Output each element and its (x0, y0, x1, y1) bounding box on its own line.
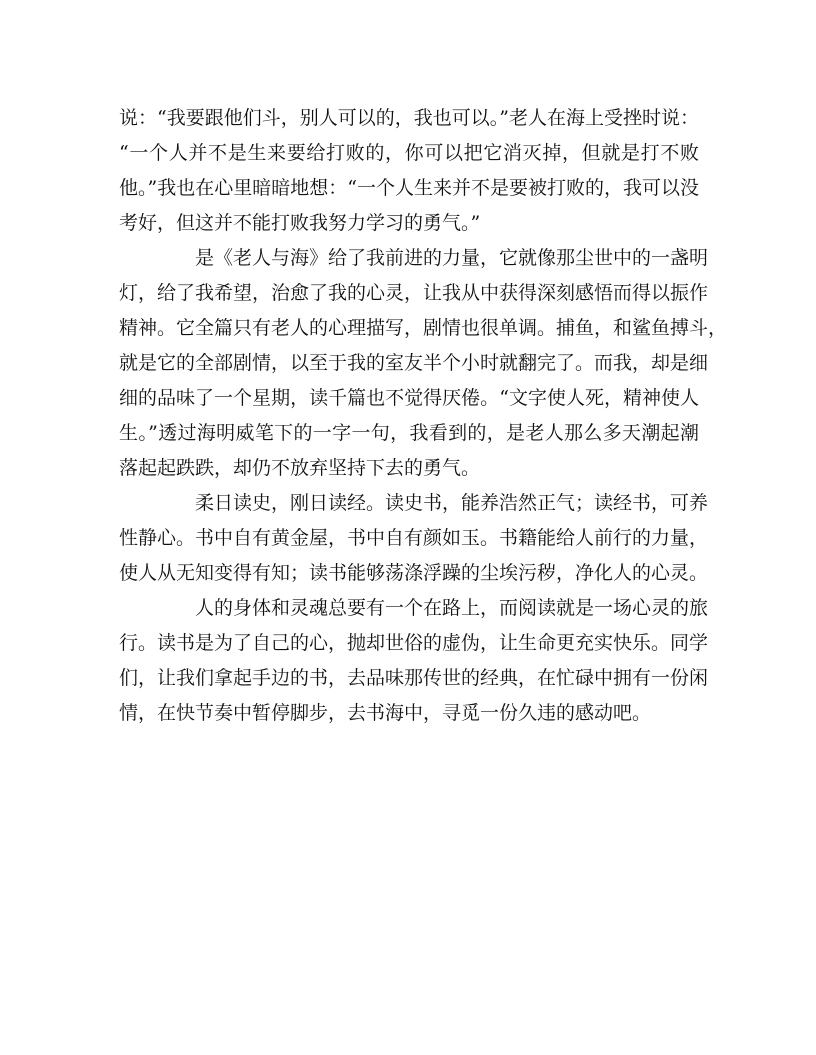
text-line: 考好，但这并不能打败我努力学习的勇气。” (119, 212, 481, 234)
text-line: 落起起跌跌，却仍不放弃坚持下去的勇气。 (119, 457, 481, 479)
paragraph (119, 241, 728, 486)
text-line: 行。读书是为了自己的心，抛却世俗的虚伪，让生命更充实快乐。同学 (119, 632, 709, 654)
text-line: 他。”我也在心里暗暗地想：“一个人生来并不是要被打败的，我可以没 (119, 177, 699, 199)
text-line: 精神。它全篇只有老人的心理描写，剧情也很单调。捕鱼，和鲨鱼搏斗， (119, 317, 728, 339)
paragraph (119, 101, 699, 241)
paragraph (119, 591, 709, 731)
text-line: 柔日读史，刚日读经。读史书，能养浩然正气；读经书，可养 (195, 492, 709, 514)
text-line: 情，在快节奏中暂停脚步，去书海中，寻觅一份久违的感动吧。 (119, 702, 652, 724)
text-line: 就是它的全部剧情，以至于我的室友半个小时就翻完了。而我，却是细 (119, 352, 709, 374)
paragraph (119, 486, 709, 591)
text-line: 说：“我要跟他们斗，别人可以的，我也可以。”老人在海上受挫时说： (119, 107, 699, 129)
body-text (119, 101, 728, 731)
text-line: 人的身体和灵魂总要有一个在路上，而阅读就是一场心灵的旅 (195, 597, 709, 619)
text-line: 是《老人与海》给了我前进的力量，它就像那尘世中的一盏明 (195, 247, 709, 269)
text-line: 灯，给了我希望，治愈了我的心灵，让我从中获得深刻感悟而得以振作 (119, 282, 709, 304)
text-line: 细的品味了一个星期，读千篇也不觉得厌倦。“文字使人死，精神使人 (119, 387, 699, 409)
text-line: 生。”透过海明威笔下的一字一句，我看到的，是老人那么多天潮起潮 (119, 422, 699, 444)
text-line: “一个人并不是生来要给打败的，你可以把它消灭掉，但就是打不败 (119, 142, 699, 164)
text-line: 性静心。书中自有黄金屋，书中自有颜如玉。书籍能给人前行的力量， (119, 527, 709, 549)
text-line: 使人从无知变得有知；读书能够荡涤浮躁的尘埃污秽，净化人的心灵。 (119, 562, 709, 584)
text-line: 们，让我们拿起手边的书，去品味那传世的经典，在忙碌中拥有一份闲 (119, 667, 709, 689)
